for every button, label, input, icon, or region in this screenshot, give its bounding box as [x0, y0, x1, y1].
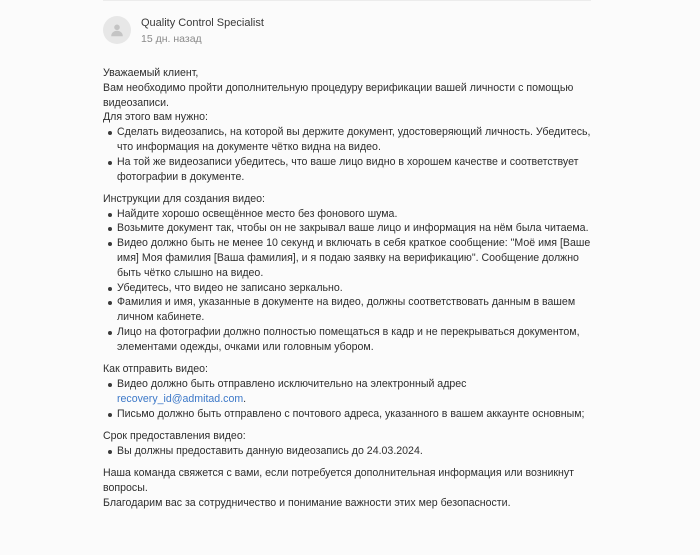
list-item: Возьмите документ так, чтобы он не закрывал ваше лицо и информация на нём была читаема. — [117, 221, 603, 236]
list-item — [117, 377, 603, 407]
user-icon — [110, 23, 124, 37]
list-item: Убедитесь, что видео не записано зеркально. — [117, 281, 603, 296]
send-item-period: . — [243, 392, 247, 405]
list-item: Найдите хорошо освещённое место без фонового шума. — [117, 207, 603, 222]
avatar[interactable] — [103, 16, 131, 44]
list-item: Видео должно быть не менее 10 секунд и включать в себя краткое сообщение: "Моё имя [Ваше имя] Моя фамилия [Ваша фамилия], и я подаю заявку на верификацию". Сообщение должно быть чётко слышно на видео. — [117, 236, 603, 280]
greeting: Уважаемый клиент, — [103, 67, 199, 79]
instructions-list — [103, 207, 603, 355]
requirements-heading: Для этого вам нужно: — [103, 111, 208, 124]
send-item-text: Видео должно быть отправлено исключительно на электронный адрес — [117, 377, 467, 390]
closing-thanks: Благодарим вас за сотрудничество и понимание важности этих мер безопасности. — [103, 496, 511, 509]
author-name: Quality Control Specialist — [141, 17, 264, 29]
email-link[interactable]: recovery_id@admitad.com — [117, 392, 244, 405]
list-item: Вы должны предоставить данную видеозапись до 24.03.2024. — [117, 444, 603, 459]
top-divider — [103, 0, 591, 1]
closing-text: Наша команда свяжется с вами, если потребуется дополнительная информация или возникнут вопросы. — [103, 466, 574, 494]
list-item: Фамилия и имя, указанные в документе на видео, должны соответствовать данным в вашем личном кабинете. — [117, 295, 603, 325]
post-timestamp: 15 дн. назад — [141, 33, 202, 45]
list-item: Письмо должно быть отправлено с почтового адреса, указанного в вашем аккаунте основным; — [117, 407, 603, 422]
list-item: Лицо на фотографии должно полностью помещаться в кадр и не перекрываться документом, элементами одежды, очками или головным убором. — [117, 325, 603, 355]
deadline-heading: Срок предоставления видео: — [103, 429, 246, 442]
send-heading: Как отправить видео: — [103, 363, 208, 376]
intro-text: Вам необходимо пройти дополнительную процедуру верификации вашей личности с помощью видеозаписи. — [103, 81, 574, 109]
instructions-heading: Инструкции для создания видео: — [103, 192, 265, 205]
list-item: Сделать видеозапись, на которой вы держите документ, удостоверяющий личность. Убедитесь, что информация на документе чётко видна на видео. — [117, 125, 603, 155]
list-item: На той же видеозаписи убедитесь, что ваше лицо видно в хорошем качестве и соответствует фотографии в документе. — [117, 155, 603, 185]
requirements-list — [103, 125, 603, 184]
message-header — [103, 16, 264, 47]
send-list — [103, 377, 603, 421]
message-body — [103, 66, 603, 510]
deadline-list — [103, 444, 603, 459]
